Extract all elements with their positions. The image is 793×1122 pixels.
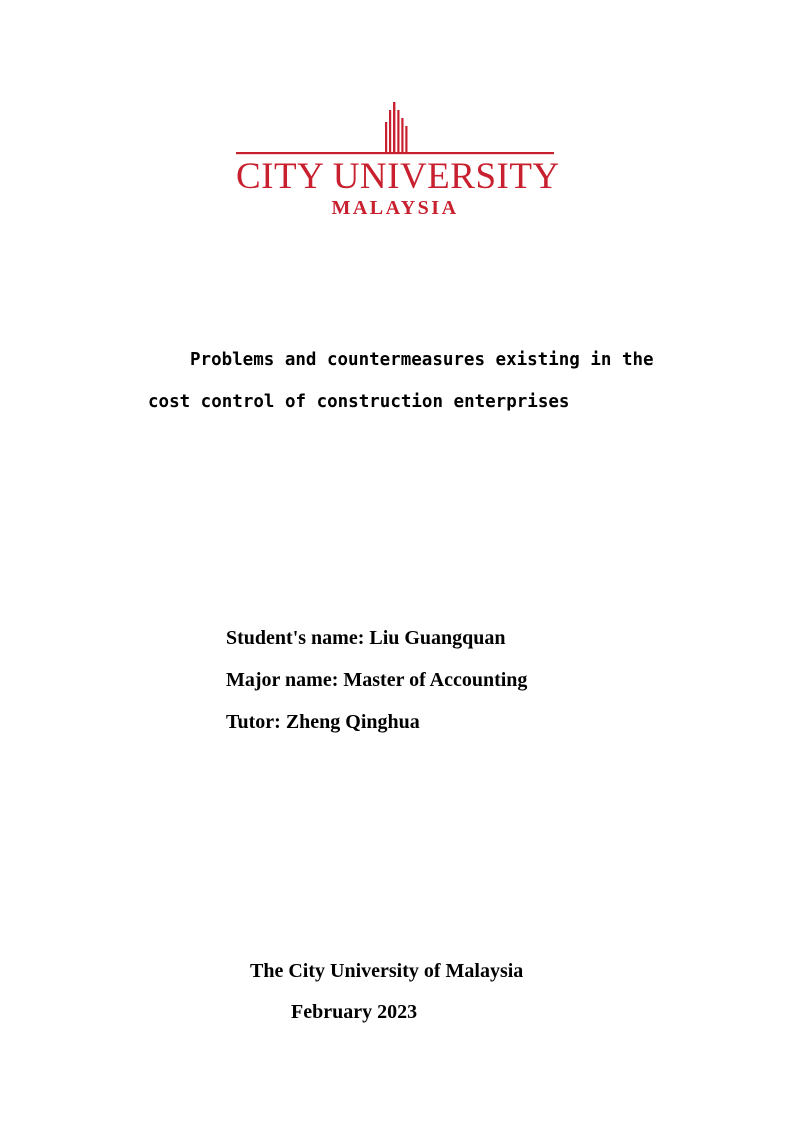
cover-footer (250, 957, 523, 1039)
major-name: Major name: Master of Accounting (226, 669, 528, 691)
tutor-name: Tutor: Zheng Qinghua (226, 711, 420, 733)
logo-wordmark: CITY UNIVERSITY (236, 156, 560, 197)
institution-name: The City University of Malaysia (250, 960, 524, 982)
university-logo (236, 100, 560, 220)
submission-date: February 2023 (291, 1001, 418, 1023)
logo-subtitle: MALAYSIA (331, 197, 459, 219)
thesis-title (148, 345, 708, 429)
title-line-2: cost control of construction enterprises (148, 392, 570, 412)
tower-lines-icon (236, 100, 554, 156)
student-name: Student's name: Liu Guangquan (226, 627, 506, 649)
student-info (226, 624, 527, 750)
title-line-1: Problems and countermeasures existing in the (190, 350, 654, 370)
